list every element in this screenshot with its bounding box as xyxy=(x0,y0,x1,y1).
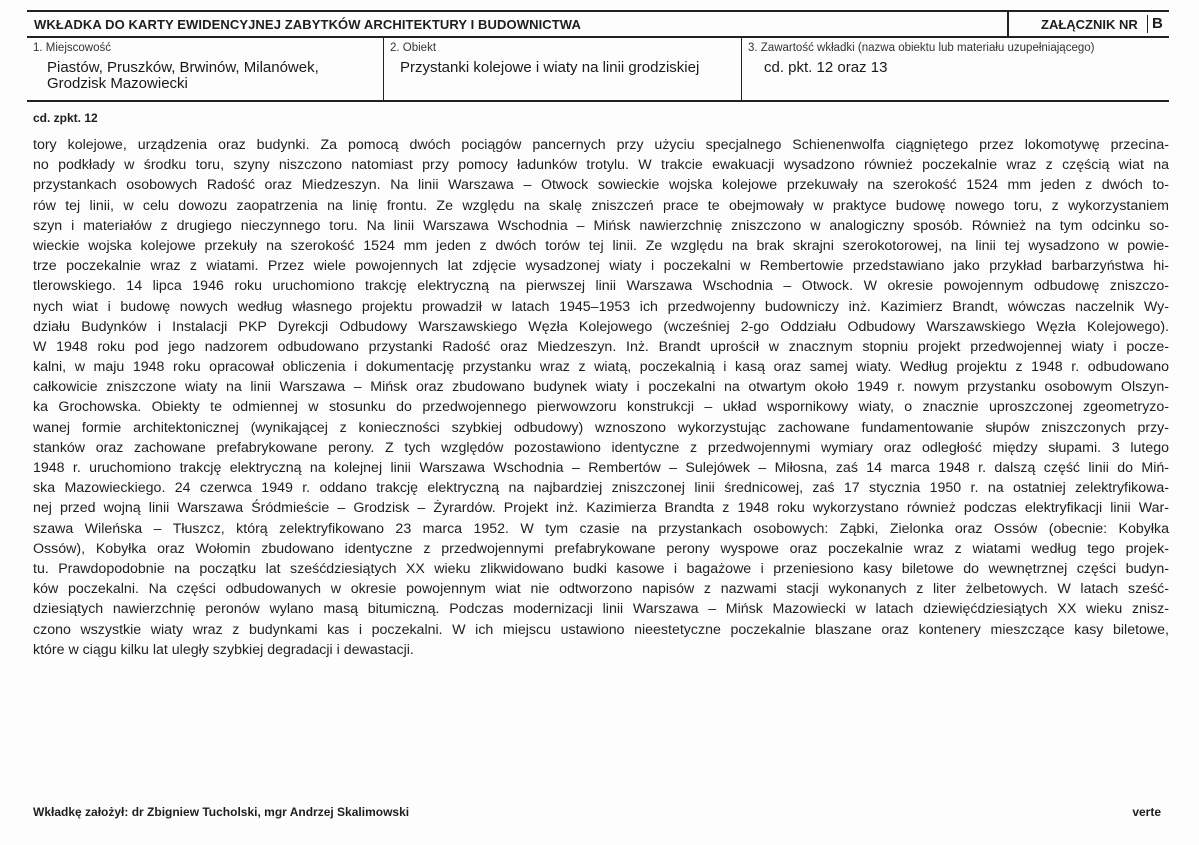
body-line: szyn i materiałów z drugiego nieczynnego toru. Na linii Warszawa Wschodnia – Mińsk nawierzchnię zniszczono w analogiczny sposób. Również na tym odcinku so- xyxy=(33,217,1169,234)
section-label: cd. zpkt. 12 xyxy=(33,111,98,125)
field-value xyxy=(764,60,887,76)
field-label: 2. Obiekt xyxy=(390,42,437,54)
footer-verte: verte xyxy=(1132,805,1161,819)
body-line: ska Mazowieckiego. 24 czerwca 1949 r. oddano trakcję elektryczną na najbardziej zniszczonej linii średnicowej, zaś 17 stycznia 1950 r. na ostatniej zelektryfikowa- xyxy=(33,480,1169,497)
annex-value: B xyxy=(1147,15,1163,33)
body-line: stanków oraz zachowane prefabrykowane perony. Z tych względów pozostawiono identyczne z przedwojennymi wymiary oraz odległość między słupami. 3 lutego xyxy=(33,439,1169,456)
body-line: szawa Wileńska – Tłuszcz, którą zelektryfikowano 23 marca 1952. W tym czasie na przystankach osobowych: Ząbki, Zielonka oraz Ossów (obecnie: Kobyłka xyxy=(33,520,1169,537)
fields-row xyxy=(27,38,1169,102)
field-location xyxy=(27,38,383,100)
field-label: 3. Zawartość wkładki (nazwa obiektu lub materiału uzupełniającego) xyxy=(748,42,1095,54)
body-line: nych wiat i budowę nowych według własnego projektu prowadził w latach 1945–1953 ich przedwojenny budowniczy inż. Kazimierz Brandt, wówczas naczelnik Wy- xyxy=(33,298,1169,315)
body-line: które w ciągu kilku lat uległy szybkiej degradacji i dewastacji. xyxy=(33,641,414,658)
body-text xyxy=(33,135,1169,660)
body-line: dziesiątych nawierzchnię peronów wylano masą bitumiczną. Podczas modernizacji linii Warszawa – Mińsk Mazowiecki w latach dziewięćdziesiątych XX wieku znisz- xyxy=(33,601,1169,618)
body-line: tu. Prawdopodobnie na początku lat sześćdziesiątych XX wieku zlikwidowano budki kasowe i bagażowe i przeniesiono kasy biletowe do wewnętrznej części budyn- xyxy=(33,560,1169,577)
footer-authors: Wkładkę założył: dr Zbigniew Tucholski, mgr Andrzej Skalimowski xyxy=(33,805,410,819)
body-line: kalni, w maju 1948 roku opracował obliczenia i dokumentację przystanku wraz z wiatą, poczekalnią i kasą oraz samej wiaty. Według projektu z 1948 r. odbudowano xyxy=(33,359,1169,376)
body-line: Ossów), Kobyłka oraz Wołomin zbudowano identyczne z przedwojennymi prefabrykowane perony wyspowe oraz poczekalnie wraz z wiatami według tego projek- xyxy=(33,540,1169,557)
field-value-line: Piastów, Pruszków, Brwinów, Milanówek, xyxy=(47,59,319,76)
body-line: ka Grochowska. Obiekty te odmiennej w stosunku do przedwojennego pierwowzoru konstrukcji – układ wspornikowy wiaty, o znacznie uproszczonej zgeometryzo- xyxy=(33,399,1169,416)
field-value xyxy=(47,60,319,92)
field-object xyxy=(383,38,741,100)
body-line: całkowicie zniszczone wiaty na linii Warszawa – Mińsk oraz zbudowano budynek wiaty i poczekalni na otwartym około 1949 r. nowym przystanku osobowym Olszyn- xyxy=(33,379,1169,396)
field-value-line: Grodzisk Mazowiecki xyxy=(47,75,188,92)
body-line: czono wszystkie wiaty wraz z budynkami kas i poczekalni. W ich miejscu ustawiono nieestetyczne poczekalnie blaszane oraz kontenery mieszczące kasy biletowe, xyxy=(33,621,1169,638)
body-line: ków poczekalni. Na części odbudowanych w okresie powojennym wiat nie odtworzono napisów z nazwami stacji wykonanych z liter żelbetowych. W latach sześć- xyxy=(33,581,1169,598)
field-value-line: Przystanki kolejowe i wiaty na linii grodziskiej xyxy=(400,59,700,76)
field-value-line: cd. pkt. 12 oraz 13 xyxy=(764,59,888,76)
body-line: wieckie wojska kolejowe przekuły na szerokość 1524 mm jeden z dwóch torów tej linii. Ze względu na brak skrajni szerokotorowej, na linii tej wysadzono w powie- xyxy=(33,237,1169,254)
annex-label: ZAŁĄCZNIK NR xyxy=(1041,17,1138,32)
body-line: działu Budynków i Instalacji PKP Dyrekcji Odbudowy Warszawskiego Węzła Kolejowego (wcześniej 2-go Oddziału Odbudowy Warszawskiego Węzła Kolejowego). xyxy=(33,318,1169,335)
field-value xyxy=(400,60,699,76)
body-line: trze poczekalnie wraz z wiatami. Przez wiele powojennych lat zdjęcie wysadzonej wiaty i poczekalni w Rembertowie przedstawiano jako przykład barbarzyństwa hi- xyxy=(33,258,1169,275)
body-line: tlerowskiego. 14 lipca 1946 roku uruchomiono trakcję elektryczną na pierwszej linii Warszawa Wschodnia – Otwock. W okresie powojennym odbudowę zniszczo- xyxy=(33,278,1169,295)
body-line: tory kolejowe, urządzenia oraz budynki. Za pomocą dwóch pociągów pancernych przy użyciu specjalnego Schienenwolfa ciągniętego przez lokomotywę przecina- xyxy=(33,137,1169,153)
field-label: 1. Miejscowość xyxy=(33,42,111,54)
body-line: W 1948 roku pod jego nadzorem odbudowano przystanki Radość oraz Miedzeszyn. Inż. Brandt uprościł w znacznym stopniu projekt przedwojennej wiaty i pocze- xyxy=(33,338,1169,355)
body-line: 1948 r. uruchomiono trakcję elektryczną na kolejnej linii Warszawa Wschodnia – Rembertów – Sulejówek – Miłosna, zaś 14 marca 1948 r. dalszą część linii do Miń- xyxy=(33,460,1169,476)
annex-box xyxy=(1007,12,1169,36)
document-title: WKŁADKA DO KARTY EWIDENCYJNEJ ZABYTKÓW ARCHITEKTURY I BUDOWNICTWA xyxy=(34,17,581,32)
body-line: rów tej linii, w celu dowozu zaopatrzenia na linię frontu. Ze względu na skalę zniszczeń prace te obejmowały w praktyce budowę nowego toru, z wykorzystaniem xyxy=(33,197,1169,214)
field-contents xyxy=(741,38,1169,100)
body-line: nej przed wojną linii Warszawa Śródmieście – Grodzisk – Żyrardów. Projekt inż. Kazimierza Brandta z 1948 roku wykorzystano również podczas elektryfikacji linii War- xyxy=(33,500,1169,517)
body-line: przystankach osobowych Radość oraz Miedzeszyn. Na linii Warszawa – Otwock sowieckie wojska kolejowe przekuwały na szerokość 1524 mm jeden z dwóch to- xyxy=(33,177,1169,194)
body-line: no podkłady w środku toru, szyny niszczono natomiast przy pomocy ładunków trotylu. W trakcie ewakuacji wysadzono również poczekalnie wraz z częścią wiat na xyxy=(33,157,1169,174)
body-line: wanej formie architektonicznej (wynikającej z konieczności szybkiej odbudowy) wznoszono wykorzystując zachowane fundamentowanie słupów zniszczonych przy- xyxy=(33,419,1169,436)
header-bar xyxy=(27,10,1169,38)
